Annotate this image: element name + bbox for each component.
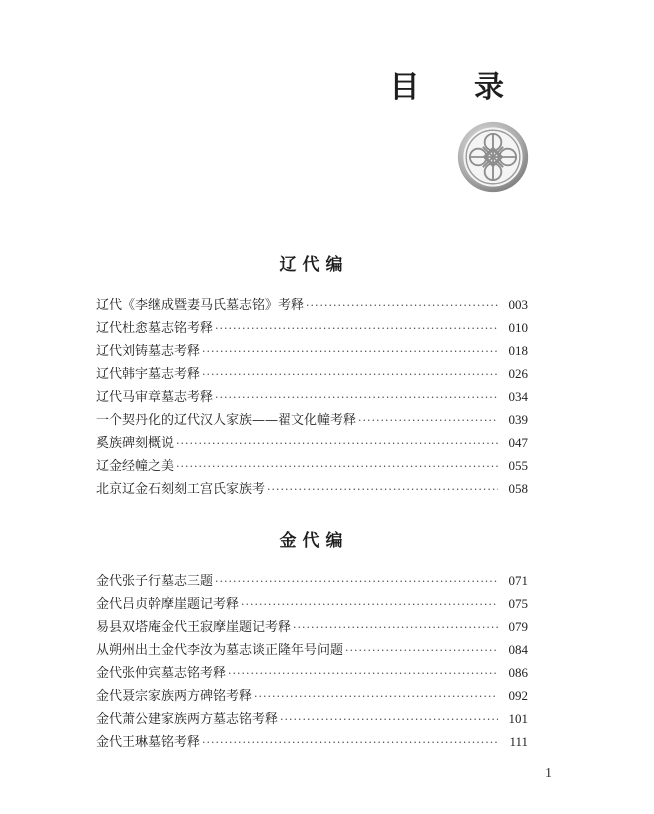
leader-dots (215, 570, 498, 593)
leader-dots (202, 363, 498, 386)
leader-dots (176, 432, 498, 455)
entry-title: 易县双塔庵金代王寂摩崖题记考释 (96, 620, 292, 635)
toc-entry[interactable] (96, 707, 528, 730)
entry-title: 辽金经幢之美 (96, 459, 175, 474)
leader-dots (254, 685, 498, 708)
entry-page: 084 (508, 642, 528, 657)
toc-entry[interactable] (96, 431, 528, 454)
toc-entry[interactable] (96, 385, 528, 408)
entry-page: 075 (508, 596, 528, 611)
page-number: 1 (545, 766, 552, 781)
leader-dots (176, 455, 498, 478)
entry-page: 010 (508, 320, 528, 335)
entry-page: 092 (508, 688, 528, 703)
entry-page: 003 (508, 297, 528, 312)
toc-entry[interactable] (96, 408, 528, 431)
entry-title: 金代聂宗家族两方碑铭考释 (96, 689, 253, 704)
entry-title: 辽代杜悆墓志铭考释 (96, 321, 214, 336)
lattice-ornament-icon (456, 120, 530, 194)
leader-dots (202, 731, 498, 754)
entry-page: 026 (508, 366, 528, 381)
entry-title: 金代张仲宾墓志铭考释 (96, 666, 227, 681)
entry-title: 辽代《李继成暨妻马氏墓志铭》考释 (96, 298, 305, 313)
toc-entry[interactable] (96, 339, 528, 362)
entry-title: 从朔州出土金代李汝为墓志谈正隆年号问题 (96, 643, 344, 658)
toc-entry[interactable] (96, 661, 528, 684)
toc-entry[interactable] (96, 615, 528, 638)
toc-entry[interactable] (96, 569, 528, 592)
leader-dots (345, 639, 498, 662)
toc-entry[interactable] (96, 684, 528, 707)
entry-title: 辽代马审章墓志考释 (96, 390, 214, 405)
entry-page: 101 (508, 711, 528, 726)
entry-page: 039 (508, 412, 528, 427)
section-heading-liao: 辽代编 (279, 255, 349, 275)
leader-dots (228, 662, 498, 685)
entry-page: 071 (508, 573, 528, 588)
entry-page: 086 (508, 665, 528, 680)
toc-entry[interactable] (96, 316, 528, 339)
entry-title: 金代萧公建家族两方墓志铭考释 (96, 712, 279, 727)
leader-dots (267, 478, 498, 501)
entry-page: 047 (508, 435, 528, 450)
toc-list-liao (96, 293, 528, 500)
toc-entry[interactable] (96, 592, 528, 615)
toc-entry[interactable] (96, 454, 528, 477)
toc-entry[interactable] (96, 477, 528, 500)
leader-dots (215, 317, 498, 340)
toc-entry[interactable] (96, 730, 528, 753)
entry-page: 111 (509, 734, 528, 749)
entry-page: 034 (508, 389, 528, 404)
entry-page: 018 (508, 343, 528, 358)
section-heading-jin: 金代编 (279, 531, 349, 551)
leader-dots (202, 340, 498, 363)
leader-dots (293, 616, 498, 639)
entry-page: 058 (508, 481, 528, 496)
leader-dots (215, 386, 498, 409)
toc-entry[interactable] (96, 638, 528, 661)
leader-dots (241, 593, 498, 616)
leader-dots (280, 708, 498, 731)
entry-title: 辽代韩宇墓志考释 (96, 367, 201, 382)
toc-entry[interactable] (96, 362, 528, 385)
entry-title: 一个契丹化的辽代汉人家族——翟文化幢考释 (96, 413, 357, 428)
page-title: 目 录 (389, 70, 526, 105)
toc-list-jin (96, 569, 528, 753)
leader-dots (358, 409, 498, 432)
leader-dots (306, 294, 498, 317)
entry-title: 北京辽金石刻刻工宫氏家族考 (96, 482, 266, 497)
entry-title: 金代吕贞幹摩崖题记考释 (96, 597, 240, 612)
entry-title: 金代张子行墓志三题 (96, 574, 214, 589)
entry-title: 奚族碑刻概说 (96, 436, 175, 451)
entry-page: 055 (508, 458, 528, 473)
toc-entry[interactable] (96, 293, 528, 316)
entry-title: 金代王琳墓铭考释 (96, 735, 201, 750)
entry-title: 辽代刘铸墓志考释 (96, 344, 201, 359)
entry-page: 079 (508, 619, 528, 634)
